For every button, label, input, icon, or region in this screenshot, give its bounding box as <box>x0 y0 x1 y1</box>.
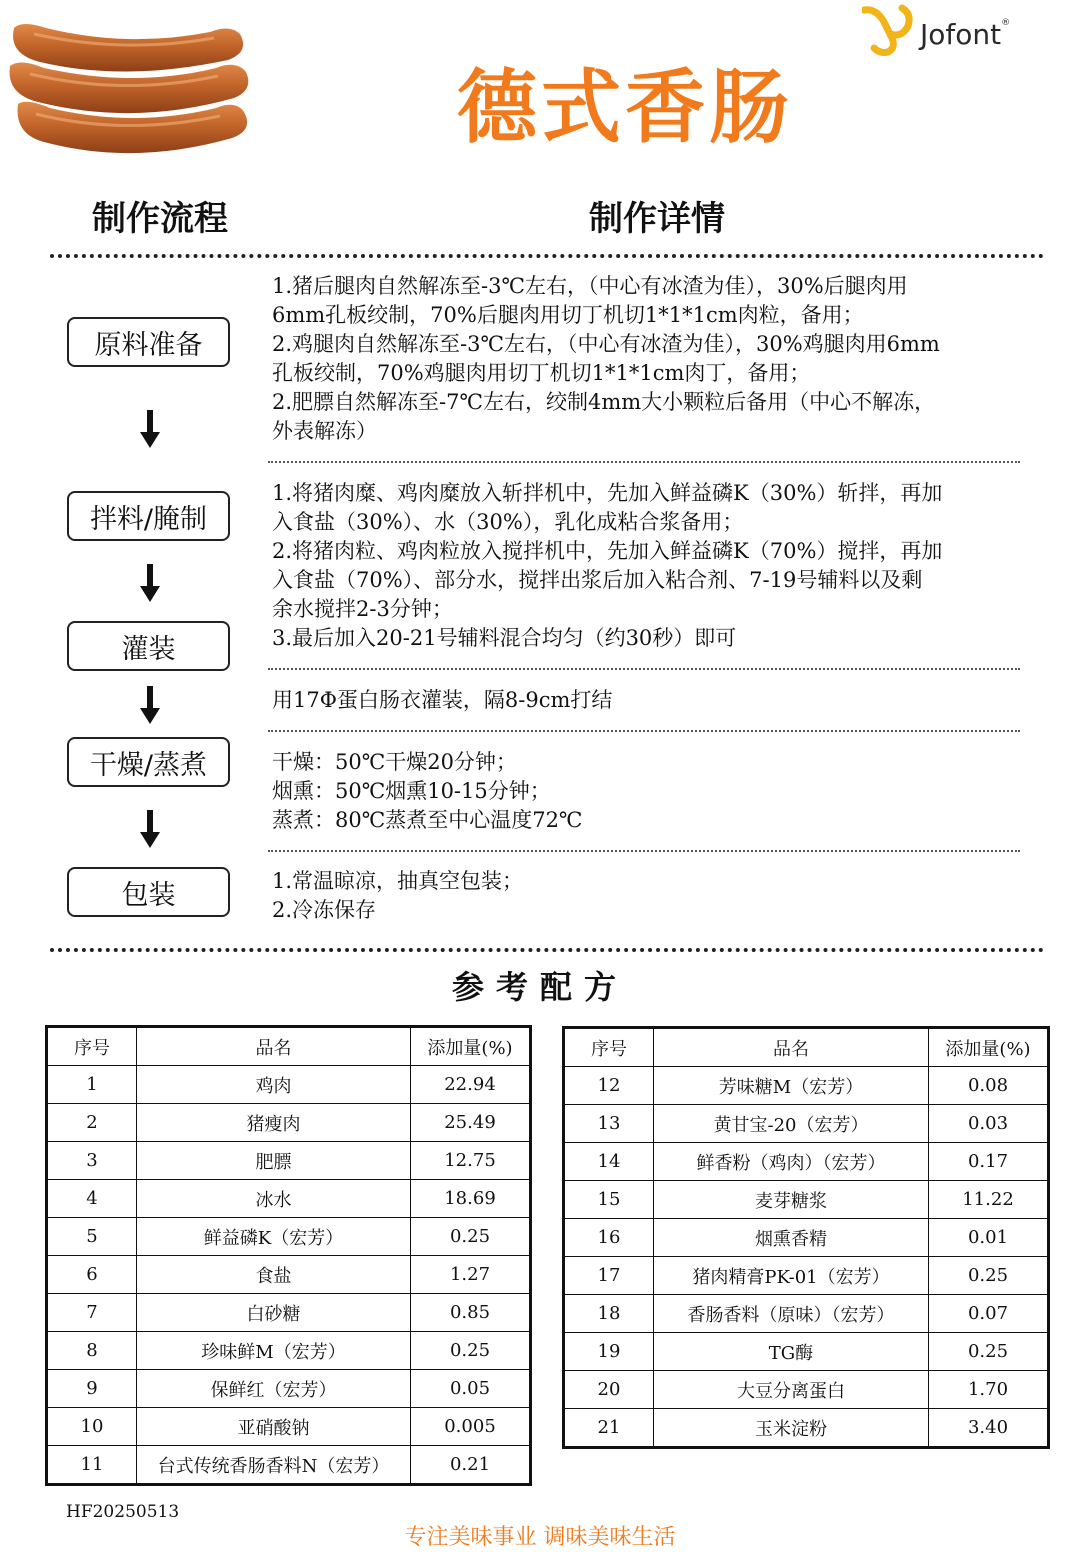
table-row <box>47 1142 531 1180</box>
dosage-value: 0.25 <box>929 1257 1049 1295</box>
table-row <box>47 1370 531 1408</box>
column-header: 添加量(%) <box>929 1028 1049 1067</box>
row-number: 20 <box>564 1371 654 1409</box>
row-number: 17 <box>564 1257 654 1295</box>
brand-logo <box>862 4 1032 56</box>
step-box-prep: 原料准备 <box>67 317 230 367</box>
ingredient-name: 台式传统香肠香料N（宏芳） <box>137 1446 411 1485</box>
row-number: 3 <box>47 1142 137 1180</box>
table-row <box>47 1066 531 1104</box>
process-column-heading: 制作流程 <box>92 199 228 239</box>
table-row <box>564 1257 1049 1295</box>
table-row <box>564 1371 1049 1409</box>
ingredient-name: 食盐 <box>137 1256 411 1294</box>
dosage-value: 1.70 <box>929 1371 1049 1409</box>
row-number: 2 <box>47 1104 137 1142</box>
detail-prep: 1.猪后腿肉自然解冻至-3℃左右，（中心有冰渣为佳），30%后腿肉用 6mm孔板绞制，70%后腿肉用切丁机切1*1*1cm肉粒，备用； 2.鸡腿肉自然解冻至-3℃左右，（中心有冰渣为佳），30%鸡腿肉用6mm 孔板绞制，70%鸡腿肉用切丁机切1*1*1cm肉丁，备用； 2.肥膘自然解冻至-7℃左右，绞制4mm大小颗粒后备用（中心不解冻， 外表解冻） <box>272 274 940 443</box>
detail-mixing: 1.将猪肉糜、鸡肉糜放入斩拌机中，先加入鲜益磷K（30%）斩拌，再加 入食盐（30%）、水（30%），乳化成粘合浆备用； 2.将猪肉粒、鸡肉粒放入搅拌机中，先加入鲜益磷K（70%）搅拌，再加 入食盐（70%）、部分水，搅拌出浆后加入粘合剂、7-19号辅料以及剩 余水搅拌2-3分钟； 3.最后加入20-21号辅料混合均匀（约30秒）即可 <box>272 481 943 650</box>
row-number: 5 <box>47 1218 137 1256</box>
ingredient-name: 肥膘 <box>137 1142 411 1180</box>
dosage-value: 3.40 <box>929 1409 1049 1448</box>
dosage-value: 12.75 <box>411 1142 531 1180</box>
ingredient-name: TG酶 <box>654 1333 929 1371</box>
ingredient-name: 鸡肉 <box>137 1066 411 1104</box>
arrow-down-icon <box>138 410 162 448</box>
sausage-photo <box>4 4 250 160</box>
table-row <box>47 1332 531 1370</box>
table-row <box>47 1218 531 1256</box>
table-row <box>564 1409 1049 1448</box>
row-number: 18 <box>564 1295 654 1333</box>
dosage-value: 0.25 <box>411 1218 531 1256</box>
section-divider <box>268 850 1020 852</box>
dosage-value: 0.25 <box>929 1333 1049 1371</box>
logo-mark-icon <box>862 4 918 56</box>
column-header: 品名 <box>137 1027 411 1066</box>
table-row <box>47 1256 531 1294</box>
row-number: 10 <box>47 1408 137 1446</box>
dosage-value: 25.49 <box>411 1104 531 1142</box>
dosage-value: 22.94 <box>411 1066 531 1104</box>
top-divider <box>50 254 1044 258</box>
section-divider <box>268 730 1020 732</box>
row-number: 16 <box>564 1219 654 1257</box>
table-row <box>47 1446 531 1485</box>
step-box-drying: 干燥/蒸煮 <box>67 737 230 787</box>
ingredient-name: 香肠香料（原味）（宏芳） <box>654 1295 929 1333</box>
document-code: HF20250513 <box>66 1502 180 1522</box>
bottom-divider <box>50 948 1044 952</box>
step-box-filling: 灌装 <box>67 621 230 671</box>
dosage-value: 0.85 <box>411 1294 531 1332</box>
ingredient-name: 芳味糖M（宏芳） <box>654 1067 929 1105</box>
row-number: 14 <box>564 1143 654 1181</box>
step-box-mixing: 拌料/腌制 <box>67 491 230 541</box>
row-number: 13 <box>564 1105 654 1143</box>
table-row <box>564 1295 1049 1333</box>
dosage-value: 0.08 <box>929 1067 1049 1105</box>
row-number: 1 <box>47 1066 137 1104</box>
column-header: 品名 <box>654 1028 929 1067</box>
table-row <box>564 1143 1049 1181</box>
row-number: 15 <box>564 1181 654 1219</box>
ingredient-name: 大豆分离蛋白 <box>654 1371 929 1409</box>
ingredient-name: 冰水 <box>137 1180 411 1218</box>
table-row <box>564 1181 1049 1219</box>
row-number: 19 <box>564 1333 654 1371</box>
column-header: 序号 <box>564 1028 654 1067</box>
ingredient-name: 鲜益磷K（宏芳） <box>137 1218 411 1256</box>
table-row <box>564 1333 1049 1371</box>
dosage-value: 0.005 <box>411 1408 531 1446</box>
dosage-value: 0.07 <box>929 1295 1049 1333</box>
arrow-down-icon <box>138 686 162 724</box>
ingredient-name: 白砂糖 <box>137 1294 411 1332</box>
ingredient-name: 黄甘宝-20（宏芳） <box>654 1105 929 1143</box>
ingredient-name: 珍味鲜M（宏芳） <box>137 1332 411 1370</box>
ingredient-name: 麦芽糖浆 <box>654 1181 929 1219</box>
ingredient-name: 玉米淀粉 <box>654 1409 929 1448</box>
ingredient-name: 鲜香粉（鸡肉）（宏芳） <box>654 1143 929 1181</box>
dosage-value: 0.21 <box>411 1446 531 1485</box>
detail-filling: 用17Φ蛋白肠衣灌装，隔8-9cm打结 <box>272 688 613 712</box>
table-header-row <box>47 1027 531 1066</box>
table-row <box>47 1294 531 1332</box>
page-title: 德式香肠 <box>457 61 793 154</box>
row-number: 12 <box>564 1067 654 1105</box>
detail-column-heading: 制作详情 <box>589 199 725 239</box>
row-number: 4 <box>47 1180 137 1218</box>
step-box-packaging: 包装 <box>67 867 230 917</box>
table-row <box>564 1219 1049 1257</box>
dosage-value: 11.22 <box>929 1181 1049 1219</box>
row-number: 9 <box>47 1370 137 1408</box>
detail-packaging: 1.常温晾凉，抽真空包装； 2.冷冻保存 <box>272 869 524 922</box>
logo-wordmark: Jofont® <box>920 18 1011 51</box>
row-number: 8 <box>47 1332 137 1370</box>
table-row <box>564 1105 1049 1143</box>
column-header: 添加量(%) <box>411 1027 531 1066</box>
dosage-value: 0.05 <box>411 1370 531 1408</box>
table-row <box>47 1104 531 1142</box>
dosage-value: 1.27 <box>411 1256 531 1294</box>
arrow-down-icon <box>138 564 162 602</box>
ingredient-name: 猪肉精膏PK-01（宏芳） <box>654 1257 929 1295</box>
dosage-value: 0.17 <box>929 1143 1049 1181</box>
dosage-value: 0.01 <box>929 1219 1049 1257</box>
ingredient-name: 猪瘦肉 <box>137 1104 411 1142</box>
table-row <box>47 1180 531 1218</box>
section-divider <box>268 668 1020 670</box>
recipe-table-right <box>562 1026 1050 1449</box>
detail-drying: 干燥：50℃干燥20分钟； 烟熏：50℃烟熏10-15分钟； 蒸煮：80℃蒸煮至中心温度72℃ <box>272 750 583 832</box>
ingredient-name: 亚硝酸钠 <box>137 1408 411 1446</box>
ingredient-name: 烟熏香精 <box>654 1219 929 1257</box>
slogan: 专注美味事业 调味美味生活 <box>404 1525 676 1550</box>
ingredient-name: 保鲜红（宏芳） <box>137 1370 411 1408</box>
dosage-value: 18.69 <box>411 1180 531 1218</box>
table-header-row <box>564 1028 1049 1067</box>
reference-title: 参考配方 <box>451 968 628 1006</box>
arrow-down-icon <box>138 810 162 848</box>
row-number: 6 <box>47 1256 137 1294</box>
section-divider <box>268 461 1020 463</box>
row-number: 21 <box>564 1409 654 1448</box>
column-header: 序号 <box>47 1027 137 1066</box>
row-number: 7 <box>47 1294 137 1332</box>
recipe-table-left <box>45 1025 532 1486</box>
dosage-value: 0.25 <box>411 1332 531 1370</box>
table-row <box>47 1408 531 1446</box>
table-row <box>564 1067 1049 1105</box>
dosage-value: 0.03 <box>929 1105 1049 1143</box>
row-number: 11 <box>47 1446 137 1485</box>
